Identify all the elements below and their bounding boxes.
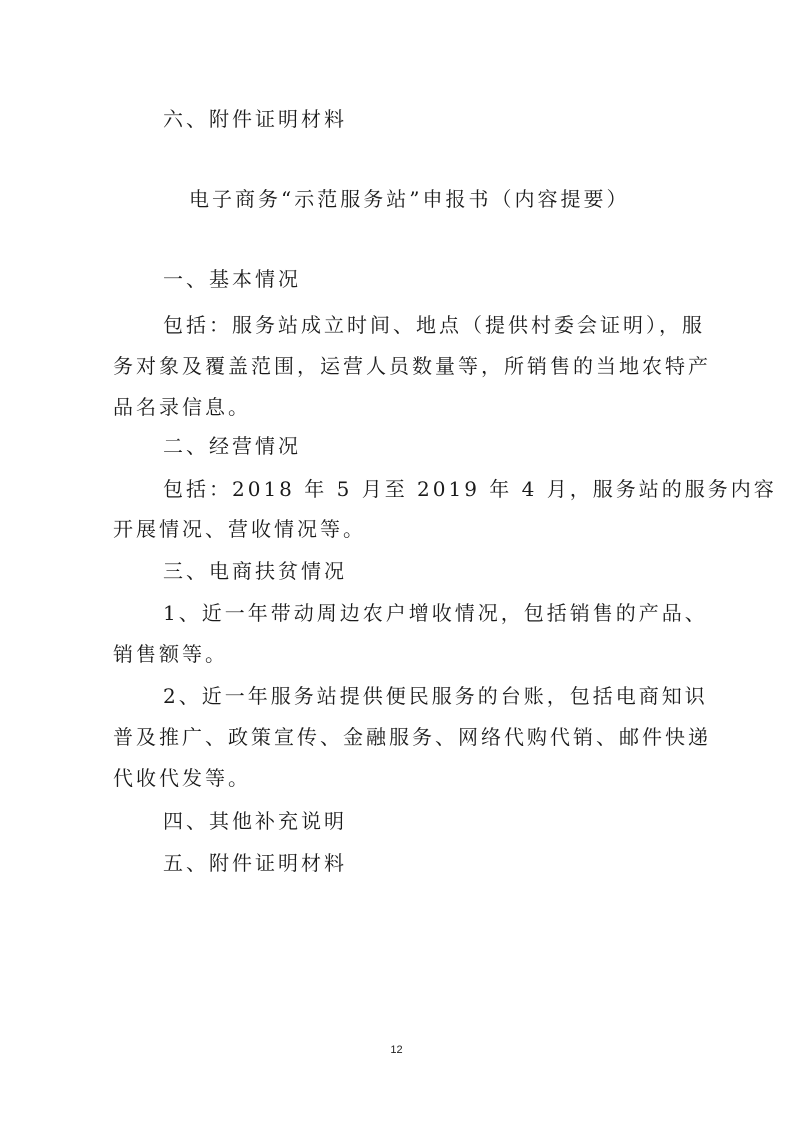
section-heading-attachments-previous: 六、附件证明材料: [163, 107, 347, 131]
document-title: 电子商务“示范服务站”申报书（内容提要）: [189, 187, 630, 211]
basic-body-line-3: 品名录信息。: [113, 395, 251, 419]
poverty-item2-line-3: 代收代发等。: [113, 766, 251, 790]
poverty-item2-line-2: 普及推广、政策宣传、金融服务、网络代购代销、邮件快递: [113, 725, 711, 749]
page-number: 12: [390, 1044, 403, 1056]
operation-body-line-1: 包括：2018 年 5 月至 2019 年 4 月，服务站的服务内容: [163, 477, 777, 501]
basic-body-line-1: 包括：服务站成立时间、地点（提供村委会证明），服: [163, 313, 705, 337]
section-heading-attachments: 五、附件证明材料: [163, 851, 347, 875]
poverty-item2-line-1: 2、近一年服务站提供便民服务的台账，包括电商知识: [163, 684, 708, 708]
section-heading-operation: 二、经营情况: [163, 434, 301, 458]
section-heading-basic: 一、基本情况: [163, 267, 301, 291]
section-heading-poverty: 三、电商扶贫情况: [163, 559, 347, 583]
basic-body-line-2: 务对象及覆盖范围，运营人员数量等，所销售的当地农特产: [113, 354, 711, 378]
section-heading-other: 四、其他补充说明: [163, 809, 347, 833]
operation-body-line-2: 开展情况、营收情况等。: [113, 517, 366, 541]
poverty-item1-line-1: 1、近一年带动周边农户增收情况，包括销售的产品、: [163, 601, 708, 625]
poverty-item1-line-2: 销售额等。: [113, 642, 228, 666]
